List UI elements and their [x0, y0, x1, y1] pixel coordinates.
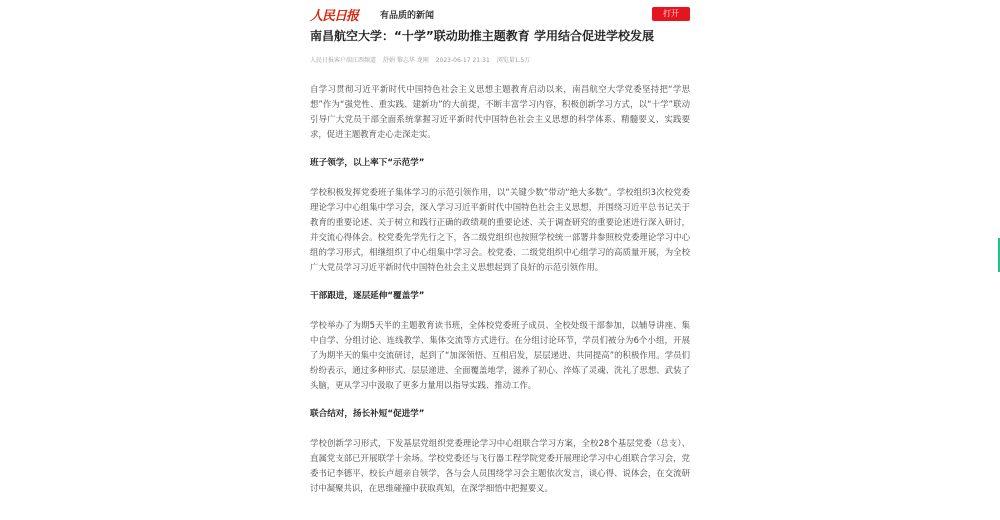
section-heading: 联合结对，扬长补短“促进学” — [310, 409, 425, 419]
article-title: 南昌航空大学：“十学”联动助推主题教育 学用结合促进学校发展 — [310, 29, 654, 43]
article-datetime: 2023-06-17 21:31 — [435, 57, 490, 64]
slogan: 有品质的新闻 — [380, 11, 435, 21]
article-source: 人民日报客户端江西频道 — [310, 57, 377, 64]
article-authors: 舒娟 黎志华 龙刚 — [382, 57, 429, 64]
article-meta — [310, 55, 700, 64]
section-body: 学校举办了为期5天半的主题教育读书班，全体校党委班子成员、全校处级干部参加，以辅导讲座、集中自学、分组讨论、连线教学、集体交流等方式进行。在分组讨论环节，学员们被分为6个小组，开展了为期半天的集中交流研讨，起到了“加深领悟、互相启发，层层递进、共同提高”的积极作用。学员们纷纷表示，通过多种形式、层层递进、全面覆盖地学，滋养了初心、淬炼了灵魂、洗礼了思想、武装了头脑，更从学习中汲取了更多力量用以指导实践、推动工作。 — [310, 320, 690, 390]
section-heading: 干部跟进，逐层延伸“覆盖学” — [310, 291, 425, 301]
people-daily-logo[interactable]: 人民日报 — [310, 9, 359, 24]
section-heading: 班子领学，以上率下“示范学” — [310, 158, 425, 168]
open-app-button[interactable]: 打开 — [652, 7, 690, 21]
section-body: 学校积极发挥党委班子集体学习的示范引领作用，以“关键少数”带动“绝大多数”。学校组织3次校党委理论学习中心组集中学习会，深入学习习近平新时代中国特色社会主义思想，并围绕习近平总书记关于教育的重要论述、关于树立和践行正确的政绩观的重要论述、关于调查研究的重要论述进行深入研讨，并交流心得体会。校党委先学先行之下，各二级党组织也按照学校统一部署并参照校党委理论学习中心组的学习形式，相继组织了中心组集中学习会。校党委、二级党组织中心组学习的高质量开展，为全校广大党员学习习近平新时代中国特色社会主义思想起到了良好的示范引领作用。 — [310, 187, 690, 272]
article-views: 浏览量1.5万 — [496, 57, 531, 64]
top-bar — [310, 4, 690, 24]
article-intro: 自学习贯彻习近平新时代中国特色社会主义思想主题教育启动以来，南昌航空大学党委坚持把“学思想”作为“强党性、重实践、建新功”的大前提，不断丰富学习内容，积极创新学习方式，以“十学”联动引导广大党员干部全面系统掌握习近平新时代中国特色社会主义思想的科学体系、精髓要义、实践要求，促进主题教育走心走深走实。 — [310, 84, 690, 139]
section-body: 学校创新学习形式，下发基层党组织党委理论学习中心组联合学习方案，全校28个基层党委（总支）、直属党支部已开展联学十余场。学校党委还与飞行器工程学院党委开展理论学习中心组联合学习会，党委书记李德平、校长卢超亲自领学，各与会人员围绕学习会主题依次发言，谈心得、说体会，在交流研讨中凝聚共识，在思维碰撞中获取真知，在深学细悟中把握要义。 — [310, 438, 690, 493]
article-content — [310, 82, 690, 510]
